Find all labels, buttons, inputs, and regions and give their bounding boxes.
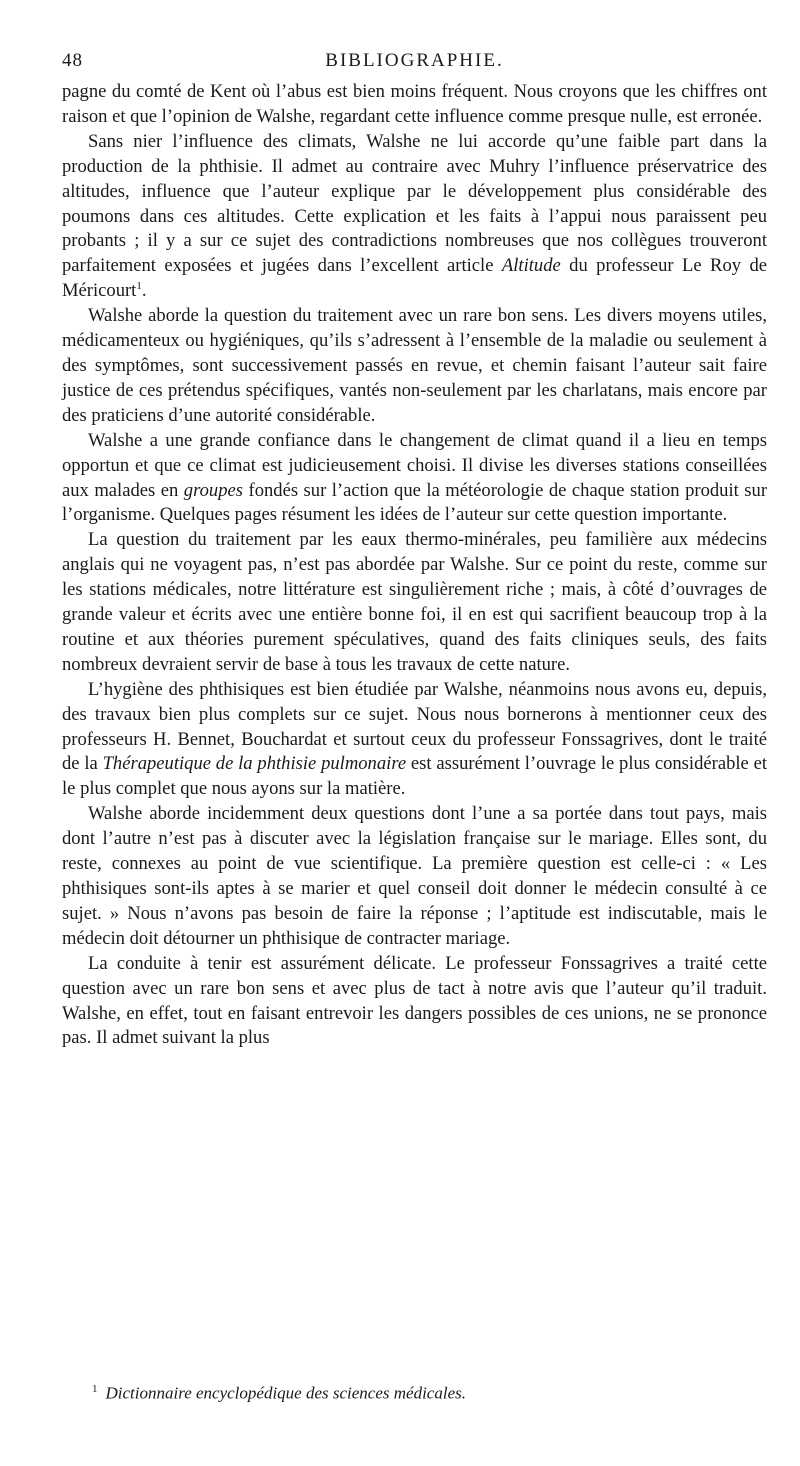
paragraph: Walshe aborde la question du traitement avec un rare bon sens. Les divers moyens utiles, médicamenteux ou hygiéniques, qu’ils s’adressent à l’ensemble de la maladie ou seulement à des symptômes, sont successivement passés en revue, et chemin faisant l’auteur sait faire justice de ces prétendus spécifiques, vantés non-seulement par les charlatans, mais encore par des praticiens d’une autorité considérable. — [62, 305, 767, 426]
paragraph — [62, 678, 767, 803]
italic-title: Altitude — [501, 255, 561, 277]
footnote-text: Dictionnaire encyclopédique des sciences médicales. — [105, 1383, 466, 1403]
paragraph — [62, 429, 767, 529]
text-run: Walshe a une grande confiance dans le changement de climat quand il a lieu en temps opportun et que ce climat est judicieusement choisi. Il divise les diverses stations conseillées aux malades en — [62, 429, 767, 501]
paragraph: Walshe aborde incidemment deux questions dont l’une a sa portée dans tout pays, mais dont l’autre n’est pas à discuter avec la législation française sur le mariage. Elles sont, du reste, connexes au point de vue scientifique. La première question est celle-ci : « Les phthisiques sont-ils aptes à se marier et quel conseil doit donner le médecin consulté à ce sujet. » Nous n’avons pas besoin de faire la réponse ; l’aptitude est indiscutable, mais le médecin doit détourner un phthisique de contracter mariage. — [62, 803, 767, 949]
paragraph — [62, 130, 767, 304]
text-run: du professeur Le Roy de Méricourt — [62, 255, 768, 302]
italic-term: groupes — [183, 479, 244, 501]
running-head: BIBLIOGRAPHIE. — [325, 50, 504, 71]
footnote-reference: 1 — [136, 280, 142, 293]
body-text — [62, 80, 767, 1051]
text-run: . — [141, 280, 147, 302]
paragraph: pagne du comté de Kent où l’abus est bien moins fréquent. Nous croyons que les chiffres ont raison et que l’opinion de Walshe, regardant cette influence comme presque nulle, est erronée. — [62, 81, 767, 127]
paragraph: La conduite à tenir est assurément délicate. Le professeur Fonssagrives a traité cette question avec un rare bon sens et avec plus de tact à notre avis que l’auteur qu’il traduit. Walshe, en effet, tout en faisant entrevoir les dangers possibles de ces unions, ne se prononce pas. Il admet suivant la plus — [62, 952, 767, 1049]
page — [62, 50, 767, 1051]
page-header — [62, 50, 767, 80]
footnote — [92, 1383, 466, 1404]
text-run: L’hygiène des phthisiques est bien étudiée par Walshe, néanmoins nous avons eu, depuis, des travaux bien plus complets sur ce sujet. Nous nous bornerons à mentionner ceux des professeurs H. Bennet, Bouchardat et surtout ceux du professeur Fonssagrives, dont le traité de la — [62, 678, 767, 775]
paragraph: La question du traitement par les eaux thermo-minérales, peu familière aux médecins anglais qui ne voyagent pas, n’est pas abordée par Walshe. Sur ce point du reste, comme sur les stations médicales, notre littérature est singulièrement riche ; mais, à côté d’ouvrages de grande valeur et écrits avec une entière bonne foi, il en est qui sacrifient beaucoup trop à la routine et aux théories purement spéculatives, quand des faits cliniques seuls, des faits nombreux devraient servir de base à tous les travaux de cette nature. — [62, 529, 767, 675]
text-run: Sans nier l’influence des climats, Walshe ne lui accorde qu’une faible part dans la production de la phthisie. Il admet au contraire avec Muhry l’influence préservatrice des altitudes, influence que l’auteur explique par le développement plus considérable des poumons dans ces altitudes. Cette explication et les faits à l’appui nous paraissent peu probants ; il y a sur ce sujet des contradictions nombreuses que nos collègues trouveront parfaitement exposées et jugées dans l’excellent article — [62, 130, 767, 277]
text-run: est assurément l’ouvrage le plus considérable et le plus complet que nous ayons sur la matière. — [62, 753, 768, 800]
text-run: fondés sur l’action que la météorologie de chaque station produit sur l’organisme. Quelques pages résument les idées de l’auteur sur cette question importante. — [62, 479, 768, 526]
italic-title: Thérapeutique de la phthisie pulmonaire — [102, 753, 407, 775]
footnote-mark: 1 — [92, 1383, 98, 1395]
page-number: 48 — [62, 50, 83, 71]
